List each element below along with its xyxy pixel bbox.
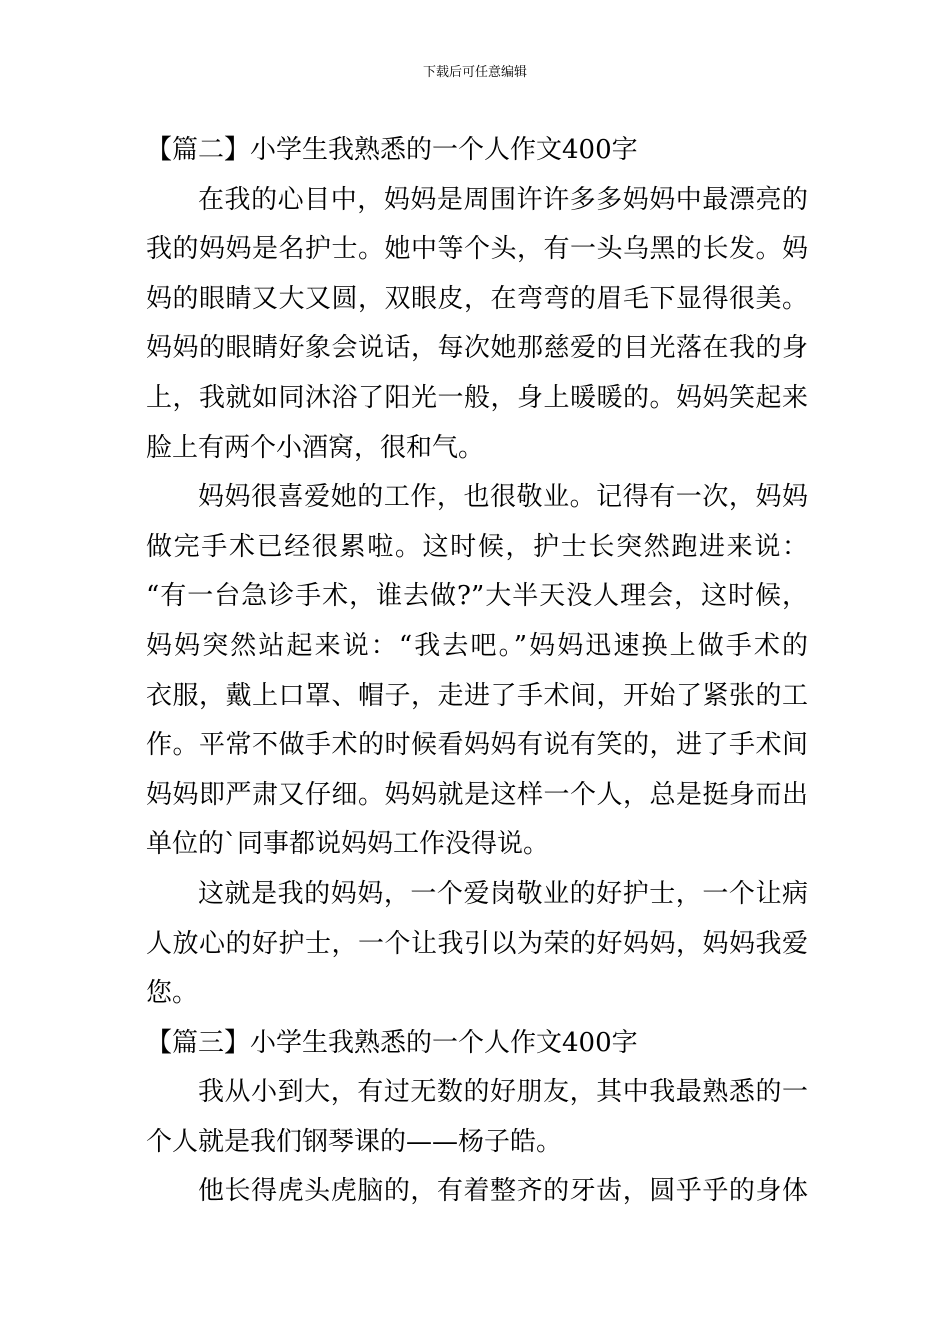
text-line: 妈妈的眼睛好象会说话，每次她那慈爱的目光落在我的身	[146, 333, 808, 364]
paragraph	[146, 473, 808, 870]
text-line: 我的妈妈是名护士。她中等个头，有一头乌黑的长发。妈	[146, 234, 808, 265]
paragraph	[146, 1167, 808, 1217]
text-line: 您。	[146, 978, 199, 1009]
text-line: 单位的`同事都说妈妈工作没得说。	[146, 829, 550, 860]
paragraph	[146, 176, 808, 474]
text-line: 在我的心目中，妈妈是周围许许多多妈妈中最漂亮的	[198, 184, 808, 215]
text-line: 妈妈突然站起来说：“我去吧。”妈妈迅速换上做手术的	[146, 630, 808, 661]
section-heading: 【篇二】小学生我熟悉的一个人作文400字	[146, 135, 638, 165]
text-line: 妈的眼睛又大又圆，双眼皮，在弯弯的眉毛下显得很美。	[146, 283, 808, 314]
page-header-note: 下载后可任意编辑	[422, 65, 527, 80]
text-line: 作。平常不做手术的时候看妈妈有说有笑的，进了手术间	[146, 730, 808, 761]
text-line: “有一台急诊手术，谁去做?”大半天没人理会，这时候，	[146, 581, 808, 612]
text-line: 上，我就如同沐浴了阳光一般，身上暖暖的。妈妈笑起来	[146, 382, 808, 413]
text-line: 脸上有两个小酒窝，很和气。	[146, 432, 485, 463]
text-line: 衣服，戴上口罩、帽子，走进了手术间，开始了紧张的工	[146, 680, 808, 711]
text-line: 我从小到大，有过无数的好朋友，其中我最熟悉的一	[198, 1077, 808, 1108]
text-line: 人放心的好护士，一个让我引以为荣的好妈妈，妈妈我爱	[146, 928, 808, 959]
document-body	[146, 126, 808, 1217]
text-line: 妈妈即严肃又仔细。妈妈就是这样一个人，总是挺身而出	[146, 779, 808, 810]
paragraph	[146, 1068, 808, 1167]
section-heading: 【篇三】小学生我熟悉的一个人作文400字	[146, 1027, 638, 1058]
text-line: 妈妈很喜爱她的工作，也很敬业。记得有一次，妈妈	[198, 482, 808, 513]
text-line: 这就是我的妈妈，一个爱岗敬业的好护士，一个让病	[198, 878, 808, 909]
paragraph	[146, 870, 808, 1019]
text-line: 他长得虎头虎脑的，有着整齐的牙齿，圆乎乎的身体	[198, 1176, 808, 1207]
text-line: 做完手术已经很累啦。这时候，护士长突然跑进来说：	[146, 531, 808, 562]
text-line: 个人就是我们钢琴课的——杨子皓。	[146, 1126, 563, 1157]
